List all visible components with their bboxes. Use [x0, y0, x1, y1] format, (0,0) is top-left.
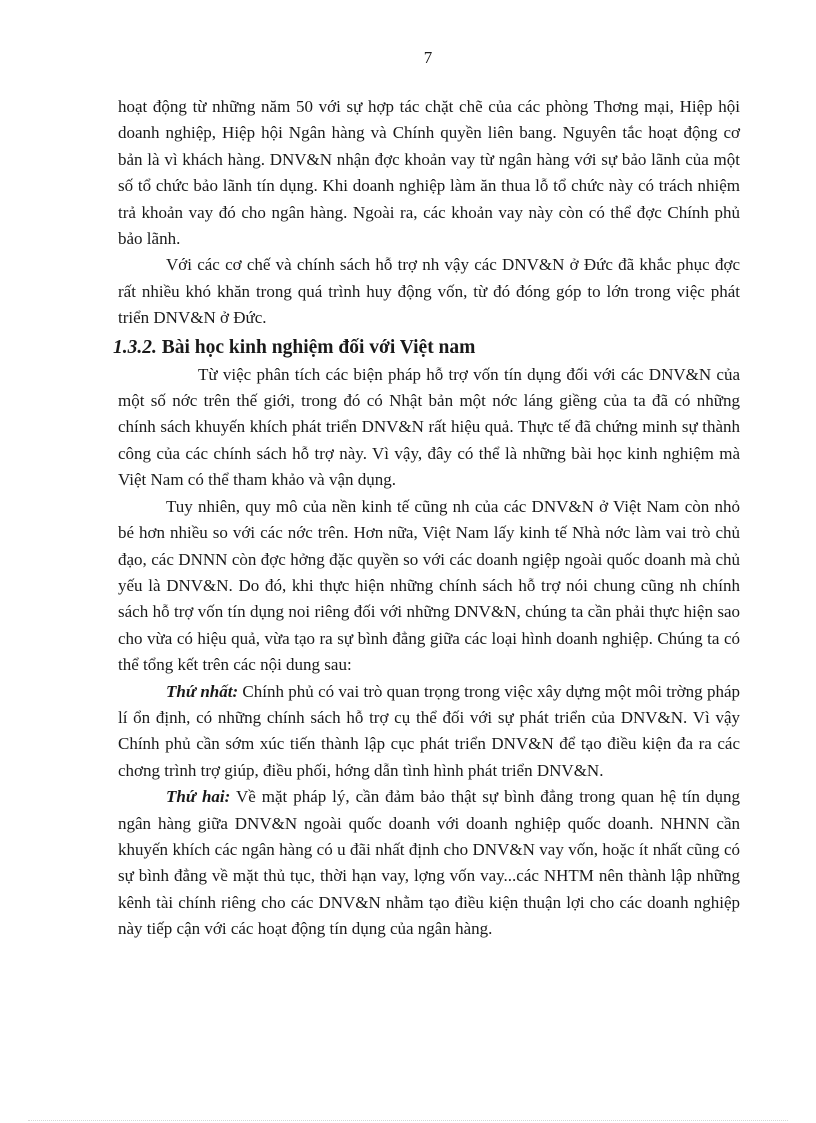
- footer-divider: [28, 1120, 788, 1121]
- paragraph-second-point: [118, 784, 740, 942]
- section-number: 1.3.2.: [113, 336, 157, 358]
- second-point-label: Thứ hai:: [166, 787, 231, 807]
- page-body: [113, 94, 740, 943]
- paragraph-vietnam-context: Tuy nhiên, quy mô của nền kinh tế cũng nh của các DNV&N ở Việt Nam còn nhỏ bé hơn nhiều so với các nớc trên. Hơn nữa, Việt Nam lấy kinh tế Nhà nớc làm vai trò chủ đạo, các DNNN còn đợc hởng đặc quyền so với các doanh ngiệp ngoài quốc doanh mà chủ yếu là DNV&N. Do đó, khi thực hiện những chính sách hỗ trợ nói chung cũng nh chính sách hỗ trợ vốn tín dụng noi riêng đối với những DNV&N, chúng ta cần phải thực hiện sao cho vừa có hiệu quả, vừa tạo ra sự bình đẳng giữa các loại hình doanh nghiệp. Chúng ta có thể tổng kết trên các nội dung sau:: [118, 496, 740, 675]
- second-point-text: Về mặt pháp lý, cần đảm bảo thật sự bình đẳng trong quan hệ tín dụng ngân hàng giữa DNV&N ngoài quốc doanh với doanh nghiệp quốc doanh. NHNN cần khuyến khích các ngân hàng có u đãi nhất định cho DNV&N vay vốn, hoặc ít nhất cũng có sự bình đẳng về mặt thủ tục, thời hạn vay, lợng vốn vay...các NHTM nên thành lập những kênh tài chính riêng cho các DNV&N nhằm tạo điều kiện thuận lợi cho các doanh nghiệp này tiếp cận với các hoạt động tín dụng của ngân hàng.: [118, 787, 740, 939]
- section-heading: [113, 334, 740, 362]
- first-point-label: Thứ nhất:: [166, 681, 239, 701]
- page-number: 7: [423, 48, 433, 67]
- paragraph-lessons-intro: Từ việc phân tích các biện pháp hỗ trợ vốn tín dụng đối với các DNV&N của một số nớc trên thế giới, trong đó có Nhật bản một nớc láng giềng của ta đã có những chính sách khuyến khích phát triển DNV&N rất hiệu quả. Thực tế đã chứng minh sự thành công của các chính sách hỗ trợ này. Vì vậy, đây có thể là những bài học kinh nghiệm mà Việt Nam có thể tham khảo và vận dụng.: [118, 364, 740, 490]
- paragraph-first-point: [118, 679, 740, 785]
- section-title: Bài học kinh nghiệm đối với Việt nam: [156, 336, 476, 358]
- paragraph-germany-support: hoạt động từ những năm 50 với sự hợp tác chặt chẽ của các phòng Thơng mại, Hiệp hội doanh nghiệp, Hiệp hội Ngân hàng và Chính quyền liên bang. Nguyên tắc hoạt động cơ bản là vì khách hàng. DNV&N nhận đợc khoản vay từ ngân hàng với sự bảo lãnh của một số tổ chức bảo lãnh tín dụng. Khi doanh nghiệp làm ăn thua lỗ tổ chức này có trách nhiệm trả khoản vay đó cho ngân hàng. Ngoài ra, các khoản vay này còn có thể đợc Chính phủ bảo lãnh.: [118, 97, 740, 249]
- paragraph-germany-conclusion: Với các cơ chế và chính sách hỗ trợ nh vậy các DNV&N ở Đức đã khắc phục đợc rất nhiều khó khăn trong quá trình huy động vốn, từ đó đóng góp to lớn trong việc phát triển DNV&N ở Đức.: [118, 255, 740, 328]
- first-point-text: Chính phủ có vai trò quan trọng trong việc xây dựng một môi trờng pháp lí ổn định, có những chính sách hỗ trợ cụ thể đối với sự phát triển của DNV&N. Vì vậy Chính phủ cần sớm xúc tiến thành lập cục phát triển DNV&N để tạo điều kiện đa ra các chơng trình trợ giúp, điều phối, hớng dẫn tình hình phát triển DNV&N.: [118, 681, 740, 780]
